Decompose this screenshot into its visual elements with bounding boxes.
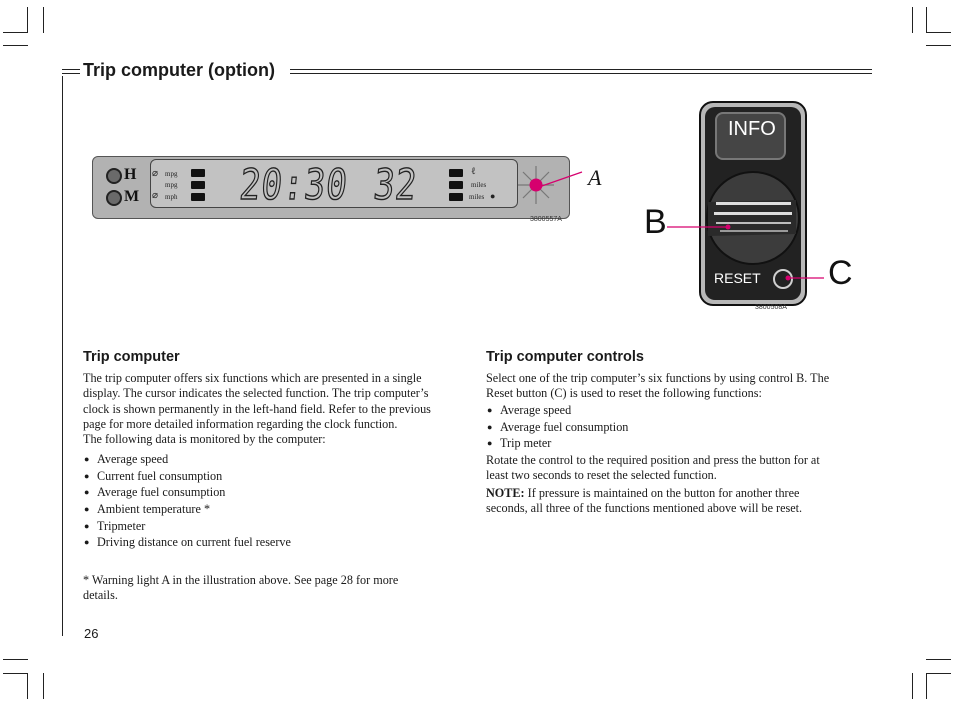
monitor-intro: The following data is monitored by the computer:	[83, 432, 326, 446]
resettable-functions-list	[486, 402, 628, 452]
list-item: ● Driving distance on current fuel reserve	[83, 534, 291, 551]
unit-label: miles	[471, 181, 487, 189]
callout-line-c	[784, 273, 826, 283]
callout-line-b	[666, 222, 732, 232]
left-margin-rule	[62, 76, 63, 636]
cursor-segment	[449, 169, 463, 177]
callout-a-label: A	[588, 165, 602, 190]
hour-knob	[106, 168, 122, 184]
info-button-label: INFO	[728, 118, 776, 140]
average-symbol-icon: ⌀	[152, 190, 159, 201]
note-paragraph: NOTE: If pressure is maintained on the button for another three seconds, all three of the functions mentioned above will be reset.	[486, 486, 803, 516]
page-number: 26	[84, 626, 99, 641]
minute-knob	[106, 190, 122, 206]
monitored-functions-list	[83, 451, 291, 551]
page-title: Trip computer (option)	[83, 60, 275, 80]
header-rule-left	[62, 69, 80, 74]
note-label: NOTE:	[486, 486, 525, 500]
cursor-segment	[191, 169, 205, 177]
header-rule-right	[290, 69, 872, 74]
section-header	[62, 62, 872, 82]
list-item: ● Trip meter	[486, 435, 628, 452]
list-item: ● Average fuel consumption	[486, 419, 628, 436]
section-heading: Trip computer	[83, 349, 180, 365]
figure-code: 3800508A	[755, 304, 787, 311]
list-item: ● Tripmeter	[83, 518, 291, 535]
fuel-pump-icon: ●	[490, 191, 496, 201]
list-item: ● Average speed	[486, 402, 628, 419]
list-item: ● Current fuel consumption	[83, 468, 291, 485]
list-item: ● Ambient temperature *	[83, 501, 291, 518]
thermometer-icon: ℓ	[471, 166, 476, 177]
unit-label: mpg	[165, 181, 178, 189]
section-heading: Trip computer controls	[486, 349, 644, 365]
cursor-segment	[191, 193, 205, 201]
figure-code: 3800557A	[530, 216, 562, 223]
cursor-segment	[449, 181, 463, 189]
footnote: * Warning light A in the illustration above. See page 28 for more details.	[83, 573, 399, 603]
intro-paragraph: The trip computer offers six functions which are presented in a single display. The cursor indicates the selected function. The trip computer’s clock is shown permanently in the left-hand field. Refer to the previous page for more detailed information regarding the clock function.	[83, 371, 431, 432]
callout-line-a	[538, 170, 584, 190]
cursor-segment	[449, 193, 463, 201]
unit-label: mpg	[165, 170, 178, 178]
controls-intro: Select one of the trip computer’s six functions by using control B. The Reset button (C) is used to reset the following functions:	[486, 371, 830, 401]
list-item: ● Average fuel consumption	[83, 484, 291, 501]
minute-letter: M	[124, 188, 140, 205]
average-symbol-icon: ⌀	[152, 168, 159, 179]
reset-label: RESET	[714, 270, 761, 286]
clock-readout: 20:30	[237, 160, 351, 209]
list-item: ● Average speed	[83, 451, 291, 468]
cursor-segment	[191, 181, 205, 189]
callout-b-label: B	[644, 203, 667, 241]
callout-c-label: C	[828, 254, 853, 292]
value-readout: 32	[371, 160, 420, 209]
rotate-instructions: Rotate the control to the required position and press the button for at least two seconds to reset the selected function.	[486, 453, 820, 483]
unit-label: mph	[165, 193, 178, 201]
hour-letter: H	[124, 166, 137, 183]
unit-label: miles	[469, 193, 485, 201]
